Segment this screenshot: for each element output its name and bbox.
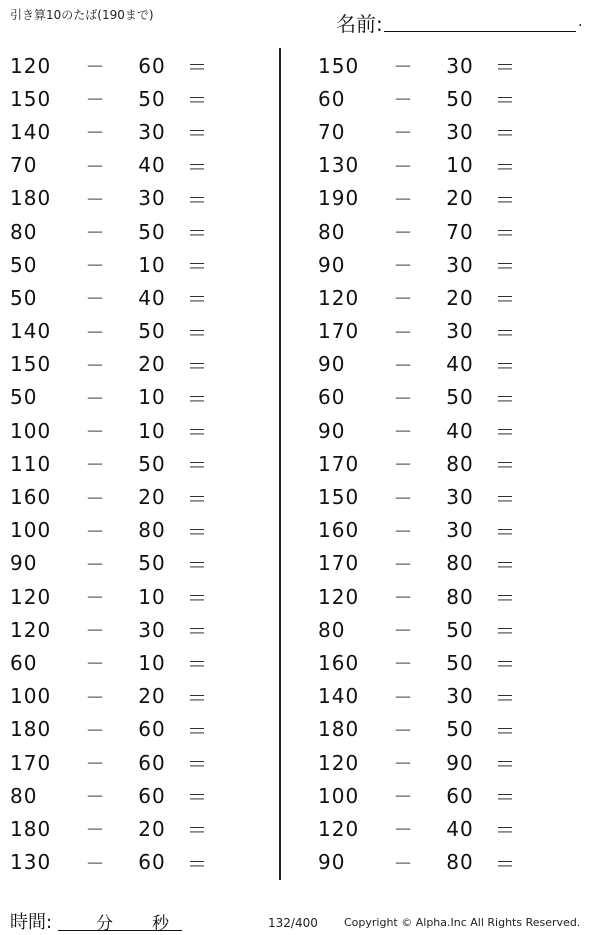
subtrahend: 50 — [138, 86, 166, 111]
minuend: 160 — [318, 518, 360, 543]
equals-sign: ＝ — [187, 586, 208, 611]
minus-sign: － — [393, 786, 414, 809]
equals-sign: ＝ — [495, 221, 516, 246]
subtrahend: 30 — [446, 485, 474, 510]
subtrahend: 50 — [446, 717, 474, 742]
problem-row — [10, 248, 290, 281]
minuend: 180 — [318, 717, 360, 742]
minus-sign: － — [393, 454, 414, 477]
problem-row — [318, 182, 598, 215]
minus-sign: － — [393, 852, 414, 875]
footer — [0, 900, 600, 935]
subtrahend: 30 — [138, 119, 166, 144]
minuend: 100 — [318, 783, 360, 808]
problems-left-column — [10, 49, 290, 879]
minus-sign: － — [393, 653, 414, 676]
minuend: 140 — [10, 319, 52, 344]
subtrahend: 10 — [138, 252, 166, 277]
minus-sign: － — [85, 122, 106, 145]
problem-row — [318, 779, 598, 812]
minus-sign: － — [85, 89, 106, 112]
minus-sign: － — [393, 686, 414, 709]
problem-row — [10, 846, 290, 879]
minuend: 80 — [10, 783, 38, 808]
minuend: 100 — [10, 684, 52, 709]
minuend: 150 — [10, 86, 52, 111]
subtrahend: 60 — [446, 783, 474, 808]
subtrahend: 30 — [446, 252, 474, 277]
subtrahend: 30 — [138, 617, 166, 642]
subtrahend: 50 — [446, 650, 474, 675]
minuend: 60 — [318, 385, 346, 410]
problem-row — [10, 315, 290, 348]
problem-row — [10, 447, 290, 480]
minutes-label: 分 — [96, 914, 113, 934]
minus-sign: － — [85, 387, 106, 410]
equals-sign: ＝ — [187, 121, 208, 146]
problem-row — [318, 846, 598, 879]
problem-row — [10, 580, 290, 613]
problem-row — [10, 414, 290, 447]
minus-sign: － — [393, 56, 414, 79]
subtrahend: 80 — [446, 584, 474, 609]
minuend: 180 — [10, 717, 52, 742]
equals-sign: ＝ — [495, 619, 516, 644]
subtrahend: 40 — [446, 418, 474, 443]
name-blank-line — [384, 31, 576, 32]
problem-row — [318, 414, 598, 447]
equals-sign: ＝ — [495, 785, 516, 810]
minus-sign: － — [85, 553, 106, 576]
minuend: 150 — [318, 485, 360, 510]
equals-sign: ＝ — [495, 88, 516, 113]
equals-sign: ＝ — [495, 420, 516, 445]
minus-sign: － — [85, 188, 106, 211]
subtrahend: 20 — [138, 816, 166, 841]
equals-sign: ＝ — [495, 154, 516, 179]
name-label: 名前: — [336, 12, 383, 36]
subtrahend: 50 — [138, 319, 166, 344]
problem-row — [318, 82, 598, 115]
problem-row — [318, 115, 598, 148]
minuend: 150 — [318, 53, 360, 78]
minus-sign: － — [85, 819, 106, 842]
problem-row — [10, 281, 290, 314]
subtrahend: 30 — [446, 319, 474, 344]
minus-sign: － — [393, 122, 414, 145]
problem-row — [10, 348, 290, 381]
minus-sign: － — [393, 719, 414, 742]
subtrahend: 50 — [138, 451, 166, 476]
subtrahend: 60 — [138, 850, 166, 875]
minuend: 130 — [318, 153, 360, 178]
subtrahend: 60 — [138, 717, 166, 742]
equals-sign: ＝ — [187, 652, 208, 677]
minus-sign: － — [393, 587, 414, 610]
minuend: 70 — [10, 153, 38, 178]
problem-row — [10, 779, 290, 812]
minuend: 150 — [10, 352, 52, 377]
minus-sign: － — [393, 553, 414, 576]
minuend: 170 — [318, 451, 360, 476]
equals-sign: ＝ — [187, 221, 208, 246]
minuend: 50 — [10, 385, 38, 410]
minuend: 120 — [318, 285, 360, 310]
subtrahend: 60 — [138, 53, 166, 78]
equals-sign: ＝ — [495, 254, 516, 279]
subtrahend: 20 — [446, 186, 474, 211]
equals-sign: ＝ — [187, 287, 208, 312]
subtrahend: 50 — [446, 86, 474, 111]
minus-sign: － — [85, 719, 106, 742]
equals-sign: ＝ — [495, 652, 516, 677]
problem-row — [10, 646, 290, 679]
equals-sign: ＝ — [187, 55, 208, 80]
problem-row — [318, 215, 598, 248]
problem-row — [10, 613, 290, 646]
problem-row — [10, 514, 290, 547]
minuend: 180 — [10, 186, 52, 211]
equals-sign: ＝ — [187, 685, 208, 710]
problem-row — [10, 746, 290, 779]
equals-sign: ＝ — [495, 453, 516, 478]
equals-sign: ＝ — [187, 254, 208, 279]
minus-sign: － — [85, 288, 106, 311]
time-label: 時間: — [10, 912, 53, 933]
subtrahend: 40 — [446, 816, 474, 841]
minus-sign: － — [85, 56, 106, 79]
minuend: 170 — [318, 319, 360, 344]
minus-sign: － — [85, 753, 106, 776]
equals-sign: ＝ — [495, 353, 516, 378]
problem-row — [318, 680, 598, 713]
problem-row — [10, 381, 290, 414]
subtrahend: 80 — [138, 518, 166, 543]
equals-sign: ＝ — [187, 818, 208, 843]
subtrahend: 50 — [446, 385, 474, 410]
subtrahend: 30 — [446, 119, 474, 144]
minuend: 120 — [318, 750, 360, 775]
minus-sign: － — [393, 288, 414, 311]
minus-sign: － — [393, 620, 414, 643]
subtrahend: 50 — [446, 617, 474, 642]
minuend: 160 — [318, 650, 360, 675]
minuend: 70 — [318, 119, 346, 144]
problem-row — [318, 49, 598, 82]
equals-sign: ＝ — [495, 287, 516, 312]
subtrahend: 70 — [446, 219, 474, 244]
equals-sign: ＝ — [187, 187, 208, 212]
problem-row — [10, 680, 290, 713]
minuend: 80 — [318, 617, 346, 642]
problems-area — [0, 49, 600, 879]
subtrahend: 40 — [446, 352, 474, 377]
problem-row — [318, 713, 598, 746]
equals-sign: ＝ — [495, 55, 516, 80]
minuend: 130 — [10, 850, 52, 875]
problem-row — [10, 480, 290, 513]
seconds-label: 秒 — [152, 914, 169, 934]
problem-row — [318, 580, 598, 613]
subtrahend: 10 — [138, 418, 166, 443]
problem-row — [318, 447, 598, 480]
minuend: 170 — [10, 750, 52, 775]
minus-sign: － — [393, 421, 414, 444]
problem-row — [10, 215, 290, 248]
problem-row — [318, 746, 598, 779]
minus-sign: － — [85, 155, 106, 178]
equals-sign: ＝ — [187, 486, 208, 511]
name-area — [336, 8, 586, 34]
equals-sign: ＝ — [495, 552, 516, 577]
minus-sign: － — [85, 520, 106, 543]
problem-row — [318, 646, 598, 679]
minuend: 120 — [318, 584, 360, 609]
minuend: 160 — [10, 485, 52, 510]
minus-sign: － — [85, 487, 106, 510]
subtrahend: 60 — [138, 783, 166, 808]
page-number: 132/400 — [268, 916, 318, 930]
minus-sign: － — [393, 354, 414, 377]
subtrahend: 30 — [138, 186, 166, 211]
problem-row — [10, 82, 290, 115]
minus-sign: － — [85, 620, 106, 643]
equals-sign: ＝ — [187, 154, 208, 179]
problem-row — [318, 514, 598, 547]
minus-sign: － — [393, 487, 414, 510]
problem-row — [10, 713, 290, 746]
minuend: 80 — [10, 219, 38, 244]
minus-sign: － — [85, 852, 106, 875]
minuend: 90 — [318, 252, 346, 277]
problem-row — [318, 812, 598, 845]
equals-sign: ＝ — [187, 386, 208, 411]
minus-sign: － — [393, 321, 414, 344]
subtrahend: 80 — [446, 551, 474, 576]
subtrahend: 80 — [446, 451, 474, 476]
subtrahend: 30 — [446, 518, 474, 543]
subtrahend: 50 — [138, 551, 166, 576]
equals-sign: ＝ — [495, 818, 516, 843]
copyright-text: Copyright © Alpha.Inc All Rights Reserved. — [344, 916, 581, 929]
problem-row — [318, 381, 598, 414]
equals-sign: ＝ — [495, 851, 516, 876]
equals-sign: ＝ — [187, 718, 208, 743]
minuend: 80 — [318, 219, 346, 244]
minuend: 110 — [10, 451, 52, 476]
minuend: 90 — [318, 352, 346, 377]
equals-sign: ＝ — [187, 785, 208, 810]
subtrahend: 20 — [138, 485, 166, 510]
minus-sign: － — [85, 454, 106, 477]
equals-sign: ＝ — [495, 121, 516, 146]
equals-sign: ＝ — [495, 752, 516, 777]
equals-sign: ＝ — [187, 453, 208, 478]
equals-sign: ＝ — [495, 187, 516, 212]
subtrahend: 20 — [446, 285, 474, 310]
minus-sign: － — [85, 653, 106, 676]
minus-sign: － — [85, 686, 106, 709]
equals-sign: ＝ — [187, 88, 208, 113]
equals-sign: ＝ — [495, 718, 516, 743]
equals-sign: ＝ — [495, 386, 516, 411]
minus-sign: － — [85, 421, 106, 444]
subtrahend: 40 — [138, 285, 166, 310]
equals-sign: ＝ — [187, 552, 208, 577]
problem-row — [318, 613, 598, 646]
minuend: 50 — [10, 285, 38, 310]
minuend: 140 — [318, 684, 360, 709]
subtrahend: 30 — [446, 53, 474, 78]
minus-sign: － — [85, 255, 106, 278]
subtrahend: 20 — [138, 352, 166, 377]
minus-sign: － — [393, 520, 414, 543]
equals-sign: ＝ — [187, 519, 208, 544]
problem-row — [10, 49, 290, 82]
problem-row — [10, 115, 290, 148]
minuend: 120 — [10, 53, 52, 78]
minuend: 90 — [318, 418, 346, 443]
minuend: 100 — [10, 418, 52, 443]
subtrahend: 30 — [446, 684, 474, 709]
subtrahend: 90 — [446, 750, 474, 775]
equals-sign: ＝ — [187, 353, 208, 378]
problem-row — [318, 348, 598, 381]
name-end-dot: . — [578, 14, 583, 30]
minuend: 90 — [10, 551, 38, 576]
equals-sign: ＝ — [495, 685, 516, 710]
minus-sign: － — [85, 786, 106, 809]
problem-row — [318, 480, 598, 513]
minuend: 50 — [10, 252, 38, 277]
minuend: 140 — [10, 119, 52, 144]
equals-sign: ＝ — [187, 320, 208, 345]
worksheet-title: 引き算10のたば(190まで) — [10, 8, 154, 22]
minuend: 60 — [10, 650, 38, 675]
problem-row — [10, 812, 290, 845]
problem-row — [318, 315, 598, 348]
minuend: 100 — [10, 518, 52, 543]
subtrahend: 10 — [138, 650, 166, 675]
minuend: 190 — [318, 186, 360, 211]
problems-right-column — [318, 49, 598, 879]
problem-row — [318, 281, 598, 314]
equals-sign: ＝ — [187, 752, 208, 777]
subtrahend: 10 — [138, 584, 166, 609]
subtrahend: 20 — [138, 684, 166, 709]
subtrahend: 60 — [138, 750, 166, 775]
minuend: 90 — [318, 850, 346, 875]
minus-sign: － — [393, 387, 414, 410]
equals-sign: ＝ — [187, 851, 208, 876]
problem-row — [318, 149, 598, 182]
minus-sign: － — [85, 354, 106, 377]
problem-row — [10, 182, 290, 215]
minuend: 170 — [318, 551, 360, 576]
minus-sign: － — [393, 819, 414, 842]
subtrahend: 10 — [138, 385, 166, 410]
equals-sign: ＝ — [495, 320, 516, 345]
subtrahend: 80 — [446, 850, 474, 875]
minuend: 120 — [10, 617, 52, 642]
subtrahend: 50 — [138, 219, 166, 244]
problem-row — [10, 149, 290, 182]
minus-sign: － — [393, 188, 414, 211]
minus-sign: － — [393, 222, 414, 245]
minuend: 60 — [318, 86, 346, 111]
minus-sign: － — [393, 753, 414, 776]
equals-sign: ＝ — [495, 486, 516, 511]
minus-sign: － — [393, 155, 414, 178]
minus-sign: － — [85, 222, 106, 245]
equals-sign: ＝ — [495, 519, 516, 544]
problem-row — [318, 547, 598, 580]
problem-row — [318, 248, 598, 281]
equals-sign: ＝ — [187, 619, 208, 644]
minus-sign: － — [85, 587, 106, 610]
problem-row — [10, 547, 290, 580]
minuend: 120 — [318, 816, 360, 841]
equals-sign: ＝ — [495, 586, 516, 611]
subtrahend: 40 — [138, 153, 166, 178]
minus-sign: － — [393, 89, 414, 112]
minuend: 120 — [10, 584, 52, 609]
minus-sign: － — [393, 255, 414, 278]
equals-sign: ＝ — [187, 420, 208, 445]
subtrahend: 10 — [446, 153, 474, 178]
minus-sign: － — [85, 321, 106, 344]
minuend: 180 — [10, 816, 52, 841]
